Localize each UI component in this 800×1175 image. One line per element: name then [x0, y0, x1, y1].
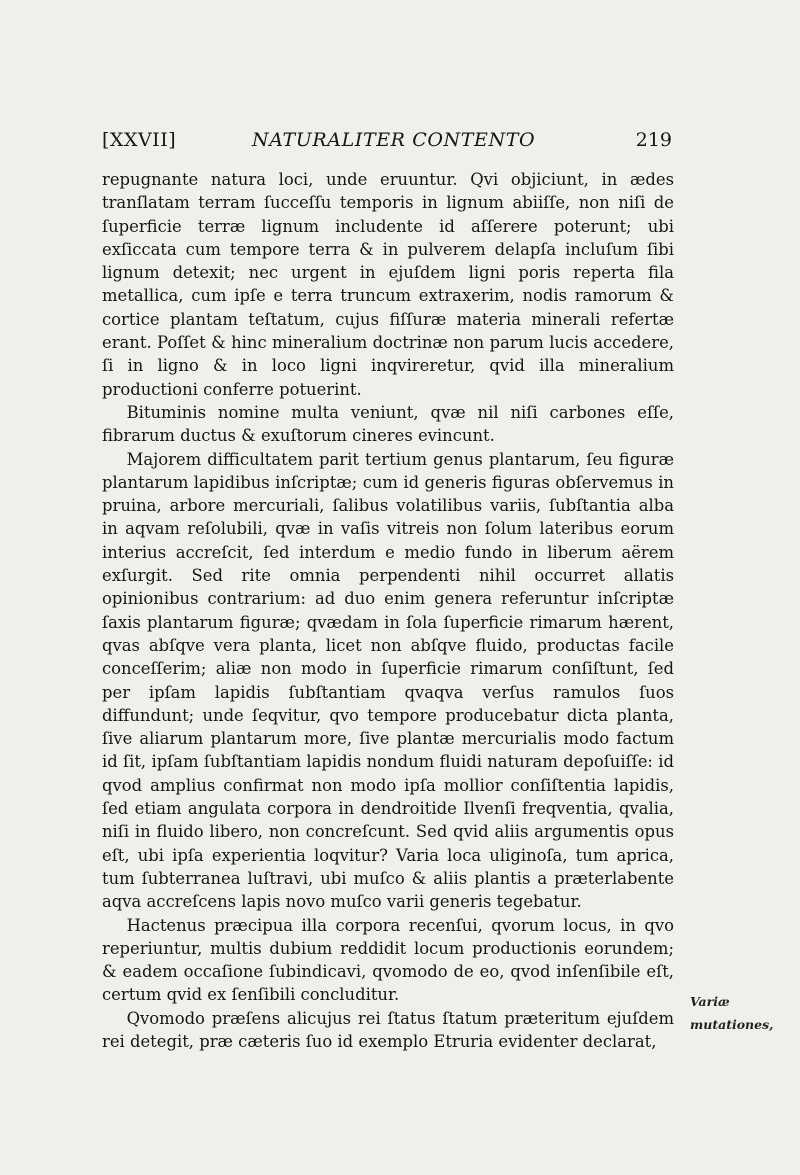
margin-note: Variæ mutationes,: [690, 994, 774, 1032]
paragraph-1: repugnante natura loci, unde eruuntur. Qvi objiciunt, in ædes tranſlatam terram ſucceſſu temporis in lignum abiiſſe, non niſi de ſuperficie terræ lignum includente id aſſerere poterunt; ubi exſiccata cum tempore terra & in pulverem delapſa incluſum ſibi lignum detexit; nec urgent in ejuſdem ligni poris reperta fila metallica, cum ipſe e terra truncum extraxerim, nodis ramorum & cortice plantam teſtatum, cujus fiſſuræ materia minerali refertæ erant. Poſſet & hinc mineralium doctrinæ non parum lucis accedere, ſi in ligno & in loco ligni inqvireretur, qvid illa mineralium productioni conferre potuerint.: [102, 170, 674, 399]
main-text: [102, 168, 674, 1053]
paragraph-4: Hactenus præcipua illa corpora recenſui, qvorum locus, in qvo reperiuntur, multis dubium reddidit locum productionis eorundem; & eadem occaſione ſubindicavi, qvomodo de eo, qvod inſenſibile eſt, certum qvid ex ſenſibili concluditur.: [102, 915, 674, 1005]
paragraph-2: Bituminis nomine multa veniunt, qvæ nil niſi carbones eſſe, fibrarum ductus & exuſtorum cineres evincunt.: [102, 402, 674, 446]
paragraph-3: Majorem difficultatem parit tertium genus plantarum, ſeu figuræ plantarum lapidibus inſcriptæ; cum id generis figuras obſervemus in pruina, arbore mercuriali, ſalibus volatilibus variis, ſubſtantia alba in aqvam reſolubili, qvæ in vaſis vitreis non ſolum lateribus eorum interius accreſcit, ſed interdum e medio fundo in liberum aërem exſurgit. Sed rite omnia perpendenti nihil occurret allatis opinionibus contrarium: ad duo enim genera referuntur inſcriptæ ſaxis plantarum figuræ; qvædam in ſola ſuperficie rimarum hærent, qvas abſqve vera planta, licet non abſqve fluido, productas facile conceſſerim; aliæ non modo in ſuperficie rimarum conſiſtunt, ſed per ipſam lapidis ſubſtantiam qvaqva verſus ramulos ſuos diffundunt; unde ſeqvitur, qvo tempore producebatur dicta planta, ſive aliarum plantarum more, ſive plantæ mercurialis modo factum id ſit, ipſam ſubſtantiam lapidis nondum fluidi naturam depoſuiſſe: id qvod amplius confirmat non modo ipſa mollior conſiſtentia lapidis, ſed etiam angulata corpora in dendroitide Ilvenſi freqventia, qvalia, niſi in fluido libero, non concreſcunt. Sed qvid aliis argumentis opus eſt, ubi ipſa experientia loqvitur? Varia loca uliginoſa, tum aprica, tum ſubterranea luſtravi, ubi muſco & aliis plantis a præterlabente aqva accreſcens lapis novo muſco varii generis tegebatur.: [102, 449, 674, 912]
page-number: 219: [635, 129, 672, 151]
running-title: NATURALITER CONTENTO: [252, 129, 536, 151]
chapter-number: [XXVII]: [102, 129, 177, 151]
paragraph-5: Qvomodo præſens alicujus rei ſtatus ſtatum præteritum ejuſdem rei detegit, præ cæteris ſuo id exemplo Etruria evidenter declarat,: [102, 1008, 674, 1051]
running-header: [102, 126, 672, 156]
